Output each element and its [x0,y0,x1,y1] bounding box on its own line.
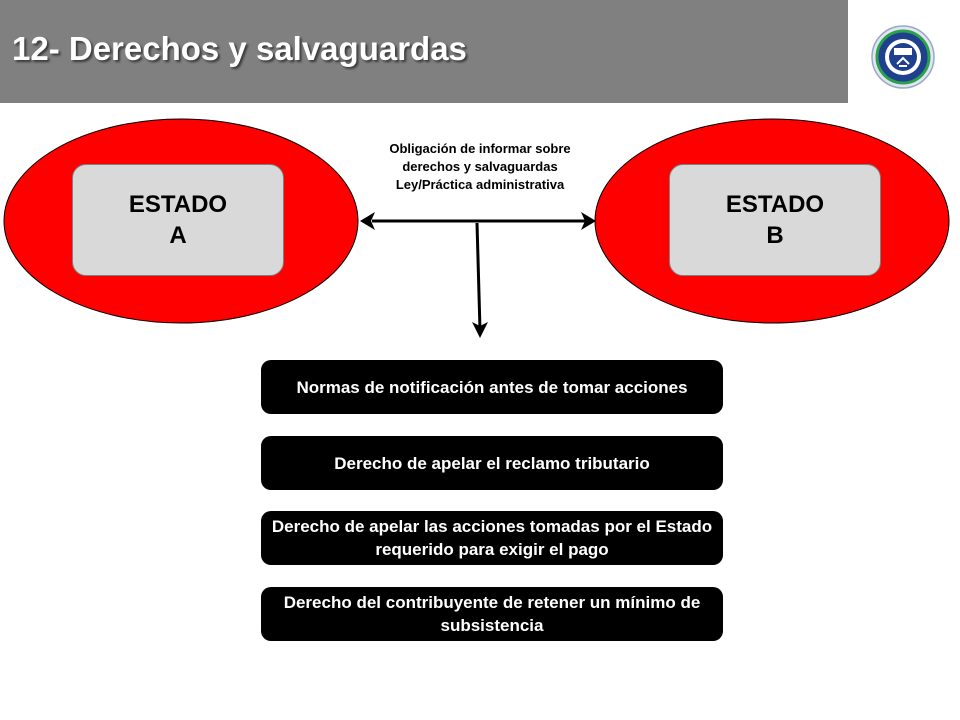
right-box-appeal-actions: Derecho de apelar las acciones tomadas por el Estado requerido para exigir el pago [261,511,723,565]
state-a-letter: A [169,222,187,249]
state-b-letter: B [766,222,784,249]
obligation-line-2: derechos y salvaguardas [402,159,558,174]
state-b-box [669,164,881,276]
page-title: 12- Derechos y salvaguardas [12,30,467,67]
right-box-appeal-claim: Derecho de apelar el reclamo tributario [261,436,723,490]
right-box-notification: Normas de notificación antes de tomar acciones [261,360,723,414]
state-b-label: ESTADO [725,191,825,218]
state-a-label: ESTADO [128,191,228,218]
state-a-box [72,164,284,276]
right-box-subsistence: Derecho del contribuyente de retener un mínimo de subsistencia [261,587,723,641]
down-arrow [477,223,480,330]
obligation-label [330,140,630,194]
obligation-line-1: Obligación de informar sobre [389,141,571,156]
obligation-line-3: Ley/Práctica administrativa [395,177,565,192]
